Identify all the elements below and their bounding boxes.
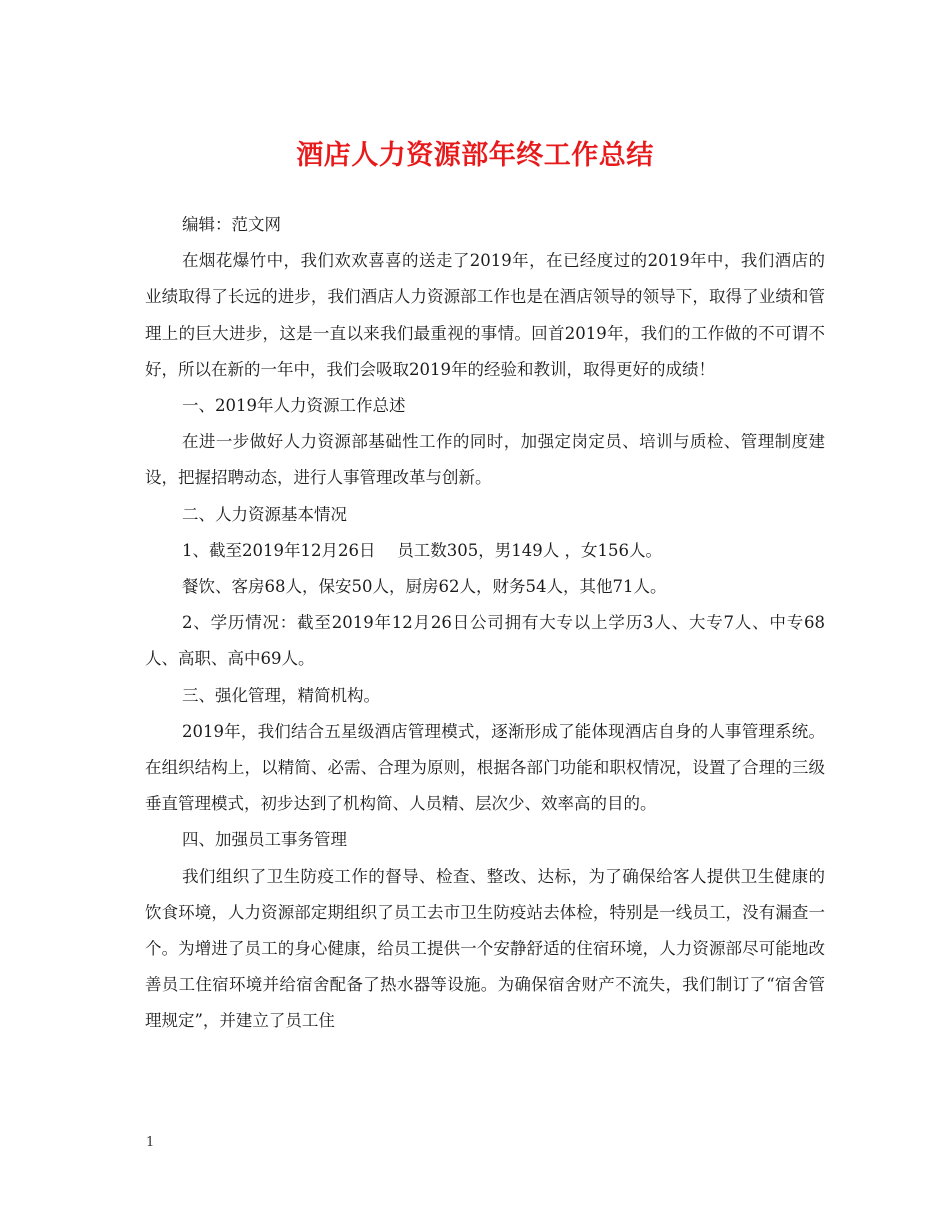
document-title: 酒店人力资源部年终工作总结 [296,140,654,171]
section-heading-4: 四、加强员工事务管理 [182,830,347,850]
section-heading-3: 三、强化管理，精简机构。 [182,685,380,705]
section-4-paragraph: 我们组织了卫生防疫工作的督导、检查、整改、达标，为了确保给客人提供卫生健康的饮食环境，人力资源部定期组织了员工去市卫生防疫站去体检，特别是一线员工，没有漏查一个。为增进了员工的身心健康，给员工提供一个安静舒适的住宿环境，人力资源部尽可能地改善员工住宿环境并给宿舍配备了热水器等设施。为确保宿舍财产不流失，我们制订了“宿舍管理规定”，并建立了员工住 [145,866,825,1031]
staff-count-paragraph: 1、截至2019年12月26日 员工数305，男149人 ，女156人。 [182,540,662,560]
section-3-paragraph: 2019年，我们结合五星级酒店管理模式，逐渐形成了能体现酒店自身的人事管理系统。在组织结构上，以精简、必需、合理为原则，根据各部门功能和职权情况，设置了合理的三级垂直管理模式，初步达到了机构简、人员精、层次少、效率高的目的。 [145,721,825,814]
section-heading-1: 一、2019年人力资源工作总述 [182,396,406,416]
intro-paragraph: 在烟花爆竹中，我们欢欢喜喜的送走了2019年，在已经度过的2019年中，我们酒店的业绩取得了长远的进步，我们酒店人力资源部工作也是在酒店领导的领导下，取得了业绩和管理上的巨大进步，这是一直以来我们最重视的事情。回首2019年，我们的工作做的不可谓不好，所以在新的一年中，我们会吸取2019年的经验和教训，取得更好的成绩！ [145,251,825,379]
section-1-paragraph: 在进一步做好人力资源部基础性工作的同时，加强定岗定员、培训与质检、管理制度建设，把握招聘动态，进行人事管理改革与创新。 [145,432,825,488]
section-heading-2: 二、人力资源基本情况 [182,504,347,524]
document-body [145,207,825,1040]
page-number: 1 [146,1135,155,1150]
editor-line: 编辑：范文网 [182,215,281,234]
education-paragraph: 2、学历情况：截至2019年12月26日公司拥有大专以上学历3人、大专7人、中专68人、高职、高中69人。 [145,613,825,669]
department-count-paragraph: 餐饮、客房68人，保安50人，厨房62人，财务54人，其他71人。 [182,577,667,597]
